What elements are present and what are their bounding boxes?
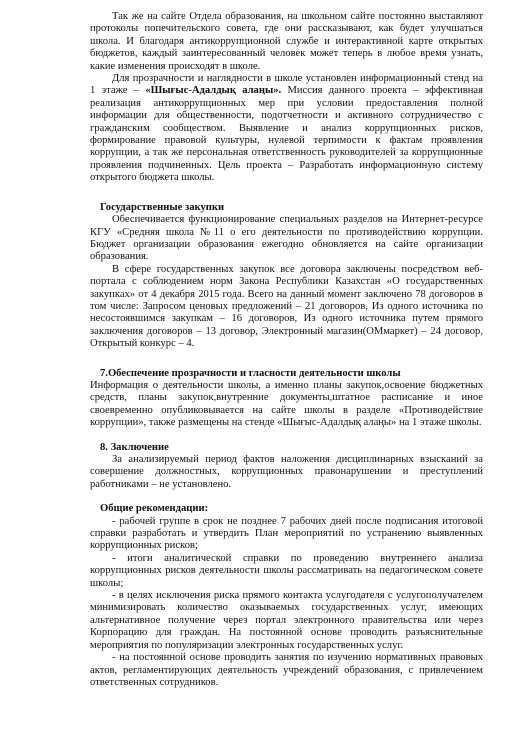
- section-7-paragraph: Информация о деятельности школы, а именно планы закупок,освоение бюджетных средств, планы закупок,внутренние документы,штатное расписание и иное своевременно опубликовывается на сайте школы в разделе «Противодействие коррупции», также размещены на стенде «Шығыс-Адалдық алаңы» на 1 этаже школы.: [90, 379, 483, 429]
- spacer: [90, 430, 483, 442]
- recommendations-heading: Общие рекомендации:: [100, 503, 209, 515]
- intro-paragraph-2: [90, 73, 483, 185]
- stand-name: «Шығыс-Адалдық алаңы».: [145, 85, 282, 97]
- recommendation-item: - на постоянной основе проводить занятия по изучению нормативных правовых актов, регламентирующих деятельность учреждений образования, с привлечением ответственных сотрудников.: [90, 652, 483, 688]
- intro-paragraph-2-end: Миссия данного проекта – эффективная реализация антикоррупционных мер при условии предоставления полной информации для общественности, подотчетности и активного сотрудничество с гражданским сообществом. Выявление и анализ коррупционных рисков, формирование правовой культуры, нулевой терпимости к фактам проявления коррупции, а так же персональная ответственность руководителей за коррупционные проявления подчиненных. Цель проекта – Разработать информационную систему открытого бюджета школы.: [90, 85, 483, 184]
- recommendation-item: - итоги аналитической справки по проведению внутреннего анализа коррупционных рисков деятельности школы рассматривать на педагогическом совете школы;: [90, 552, 483, 589]
- document-body: [90, 11, 483, 689]
- intro-paragraph-1: Так же на сайте Отдела образования, на школьном сайте постоянно выставляют протоколы попечительского совета, где они рассказывают, как будет улучшаться школа. И благодаря антикоррупционной службе и интерактивной карте открытых бюджетов, каждый заинтересованный человек может теперь в любое время узнать, какие изменения происходят в школе.: [90, 11, 483, 72]
- procurement-paragraph-2: В сфере государственных закупок все договора заключены посредством веб-портала с соблюдением норм Закона Республики Казахстан «О государственных закупках» от 4 декабря 2015 года. Всего на данный момент заключено 78 договоров в том числе: Запросом ценовых предложений – 21 договоров, Из одного источника по несостоявшимся закупкам – 16 договоров, Из одного источника путем прямого заключения договоров – 13 договор, Электронный магазин(ОМмаркет) – 24 договор, Открытый конкурс – 4.: [90, 263, 483, 350]
- recommendation-item: - в целях исключения риска прямого контакта услугодателя с услугополучателем минимизировать количество оказываемых государственных услуг, имеющих альтернативное получение через портал электронного правительства или через Корпорацию для граждан. На постоянной основе проводить разъяснительные мероприятия по популяризации электронных государственных услуг.: [90, 590, 483, 651]
- procurement-paragraph-1: Обеспечивается функционирование специальных разделов на Интернет-ресурсе КГУ «Средняя школа №11 о его деятельности по противодействию коррупции. Бюджет организации образования ежегодно обновляется на сайте организации образования.: [90, 214, 483, 263]
- section-8-heading: 8. Заключение: [100, 441, 169, 453]
- procurement-heading: Государственные закупки: [100, 201, 225, 213]
- section-7-heading: 7.Обеспечение прозрачности и гласности деятельности школы: [100, 367, 401, 379]
- spacer: [90, 185, 483, 202]
- spacer: [90, 491, 483, 503]
- spacer: [90, 351, 483, 368]
- recommendation-item: - рабочей группе в срок не позднее 7 рабочих дней после подписания итоговой справки разработать и утвердить План мероприятий по устранению выявленных коррупционных рисков;: [90, 515, 483, 552]
- intro-paragraph-2-start: Для прозрачности и наглядности в школе установлен информационный стенд на 1 этаже –: [90, 73, 483, 97]
- section-8-paragraph: За анализируемый период фактов наложения дисциплинарных взысканий за совершение должностных, коррупционных правонарушении и преступлений работниками – не установлено.: [90, 454, 483, 490]
